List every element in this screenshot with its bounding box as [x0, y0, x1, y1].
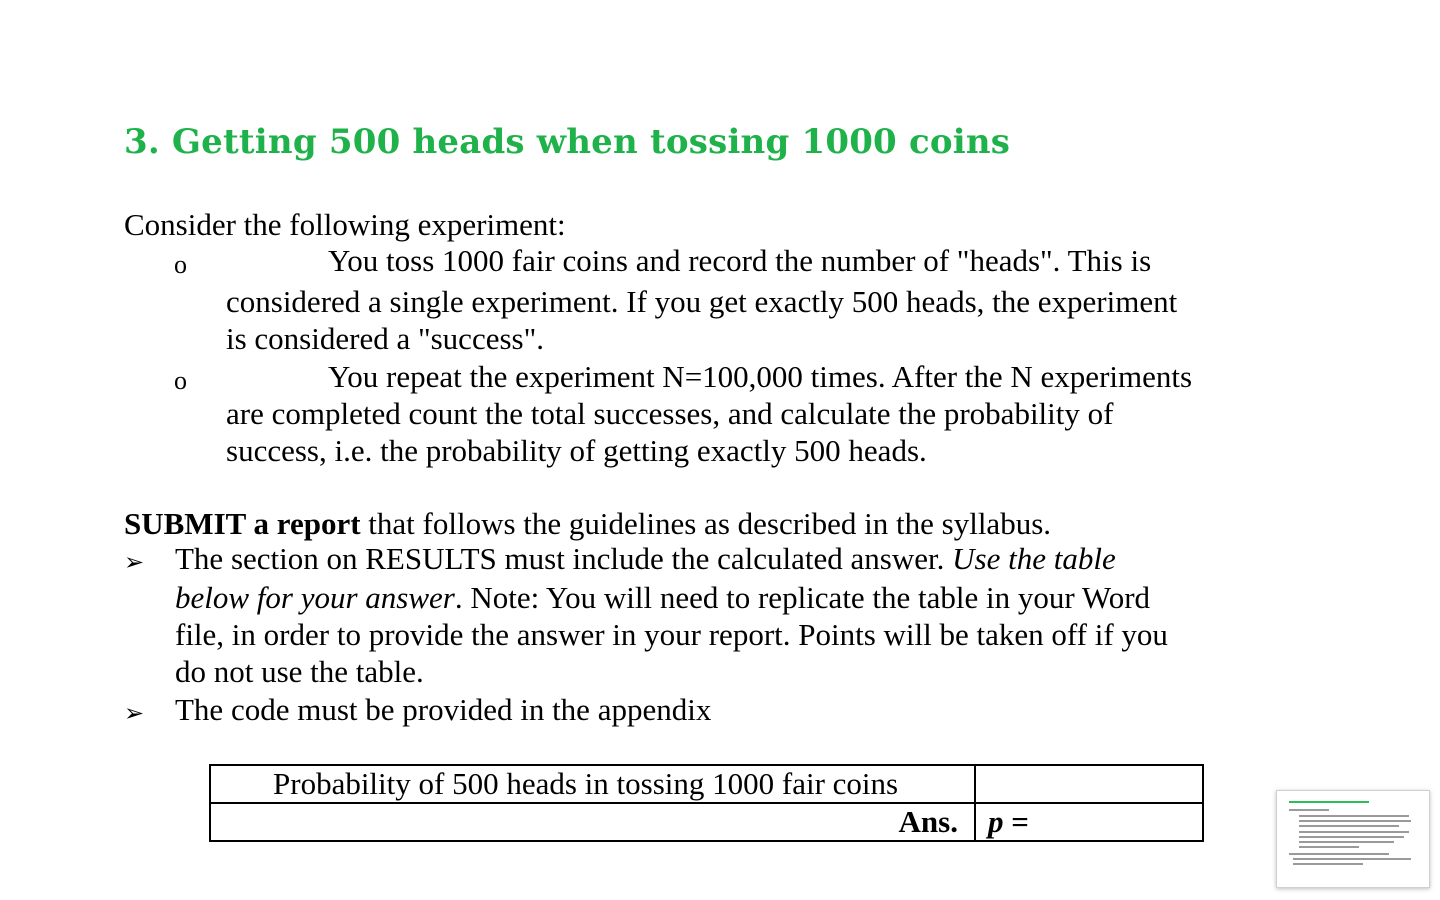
table-row	[210, 803, 1203, 841]
ans-label-cell: Ans.	[210, 803, 975, 841]
slide-title: 3. Getting 500 heads when tossing 1000 coins	[124, 122, 1011, 162]
bullet-marker: o	[174, 250, 187, 279]
bullet-1-line-2: considered a single experiment. If you get exactly 500 heads, the experiment	[226, 284, 1178, 319]
thumb-line	[1299, 831, 1409, 833]
bullet-2-line-2: are completed count the total successes, and calculate the probability of	[226, 396, 1114, 431]
bullet-2-line-1: You repeat the experiment N=100,000 times. After the N experiments	[328, 359, 1193, 394]
thumb-line	[1299, 815, 1409, 817]
arrow-1-line-2-plain: . Note: You will need to replicate the table in your Word	[454, 580, 1151, 615]
submit-instruction	[124, 505, 1051, 543]
thumb-line	[1293, 863, 1363, 865]
probability-label-cell: Probability of 500 heads in tossing 1000 fair coins	[210, 765, 975, 803]
submit-bold: SUBMIT a report	[124, 506, 361, 541]
bullet-marker: o	[174, 366, 187, 395]
thumb-line	[1299, 841, 1394, 843]
thumb-line	[1289, 853, 1389, 855]
thumb-title-line	[1289, 801, 1369, 803]
arrow-1-line-2	[175, 580, 1150, 616]
arrow-bullet-icon: ➢	[124, 699, 145, 727]
bullet-1-line-1: You toss 1000 fair coins and record the number of "heads". This is	[328, 243, 1152, 278]
thumb-line	[1299, 846, 1359, 848]
arrow-1-line-4: do not use the table.	[175, 654, 424, 689]
answer-value-cell[interactable]	[975, 803, 1203, 841]
thumb-line	[1293, 858, 1411, 860]
thumb-line	[1289, 809, 1329, 811]
equals-sign: =	[1003, 804, 1029, 839]
slide-thumbnail[interactable]	[1276, 790, 1430, 888]
empty-cell[interactable]	[975, 765, 1203, 803]
arrow-1-line-1	[175, 541, 1116, 577]
arrow-bullet-icon: ➢	[124, 548, 145, 576]
arrow-1-line-1-italic: Use the table	[952, 541, 1116, 576]
thumb-line	[1299, 825, 1399, 827]
submit-rest: that follows the guidelines as described in the syllabus.	[360, 506, 1052, 541]
bullet-2-line-3: success, i.e. the probability of getting exactly 500 heads.	[226, 433, 927, 468]
table-row	[210, 765, 1203, 803]
arrow-1-line-1-plain: The section on RESULTS must include the calculated answer.	[175, 541, 953, 576]
arrow-1-line-2-italic: below for your answer	[175, 580, 455, 615]
intro-text: Consider the following experiment:	[124, 207, 566, 242]
bullet-1-line-3: is considered a "success".	[226, 321, 544, 356]
answer-table	[209, 764, 1204, 842]
p-symbol: p	[988, 804, 1004, 839]
thumb-line	[1299, 820, 1411, 822]
arrow-1-line-3: file, in order to provide the answer in your report. Points will be taken off if you	[175, 617, 1168, 652]
thumb-line	[1299, 836, 1404, 838]
arrow-2-line-1: The code must be provided in the appendix	[175, 692, 712, 727]
